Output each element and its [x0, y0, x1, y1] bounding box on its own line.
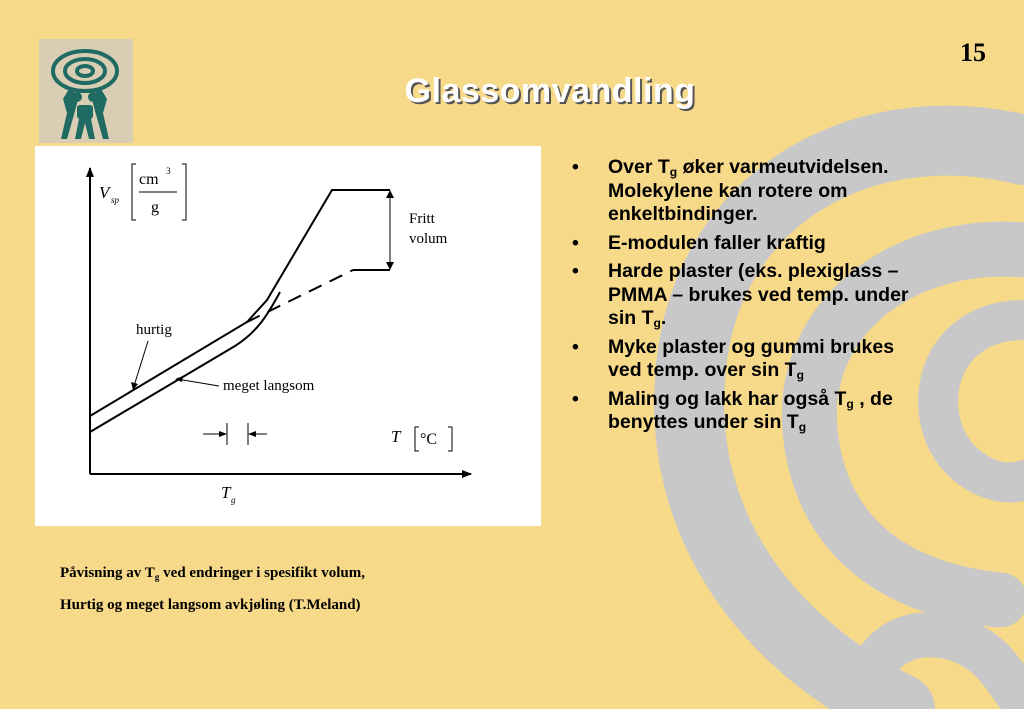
- bullet-item: • Maling og lakk har også $T_g$ , de benyttes under $\sin T_g$: [572, 387, 893, 434]
- tg-subscript: g: [231, 495, 236, 505]
- x-unit: °C: [420, 431, 438, 448]
- extrapolated-glass-line: [247, 270, 353, 322]
- free-volume-label-2: volum: [409, 231, 448, 247]
- slide-title: Glassomvandling: [404, 72, 696, 110]
- bullet-list: [572, 156, 932, 440]
- bullet-item: • Over $T_g$ øker varmeutvidelsen. Molekylene kan rotere om enkeltbindinger.: [572, 156, 889, 225]
- bullet-item: • Harde plaster (eks. plexiglass – PMMA – brukes ved temp. under $\sin T_g$.: [572, 260, 909, 330]
- page-number: 15: [960, 38, 986, 67]
- figure-caption-line2: Hurtig og meget langsom avkjøling (T.Meland): [60, 597, 361, 613]
- bullet-marker: •: [572, 260, 579, 282]
- bullet-item: • Myke plaster og gummi brukes ved temp. over $\sin T_g$: [572, 335, 895, 382]
- x-axis-label: T: [391, 427, 401, 446]
- y-axis-subscript: sp: [111, 195, 120, 205]
- bullet-marker: •: [572, 387, 579, 410]
- slow-label: meget langsom: [223, 378, 315, 394]
- y-axis-label: V: [99, 183, 110, 202]
- slow-cooling-curve: [90, 292, 280, 432]
- bullet-marker: •: [572, 156, 579, 178]
- tg-label: T: [221, 483, 231, 502]
- figure-caption-line1: Påvisning av $T_g$ ved endringer i spesifikt volum,: [60, 565, 365, 583]
- y-unit-numerator: cm: [139, 171, 159, 188]
- bullet-item: • E-modulen faller kraftig: [572, 231, 826, 254]
- y-unit-denominator: g: [151, 199, 159, 216]
- free-volume-label-1: Fritt: [409, 211, 435, 227]
- bullet-marker: •: [572, 335, 579, 358]
- specific-volume-diagram: [35, 146, 541, 526]
- bullet-marker: •: [572, 231, 579, 254]
- fast-label: hurtig: [136, 322, 172, 338]
- y-unit-exponent: 3: [166, 166, 171, 176]
